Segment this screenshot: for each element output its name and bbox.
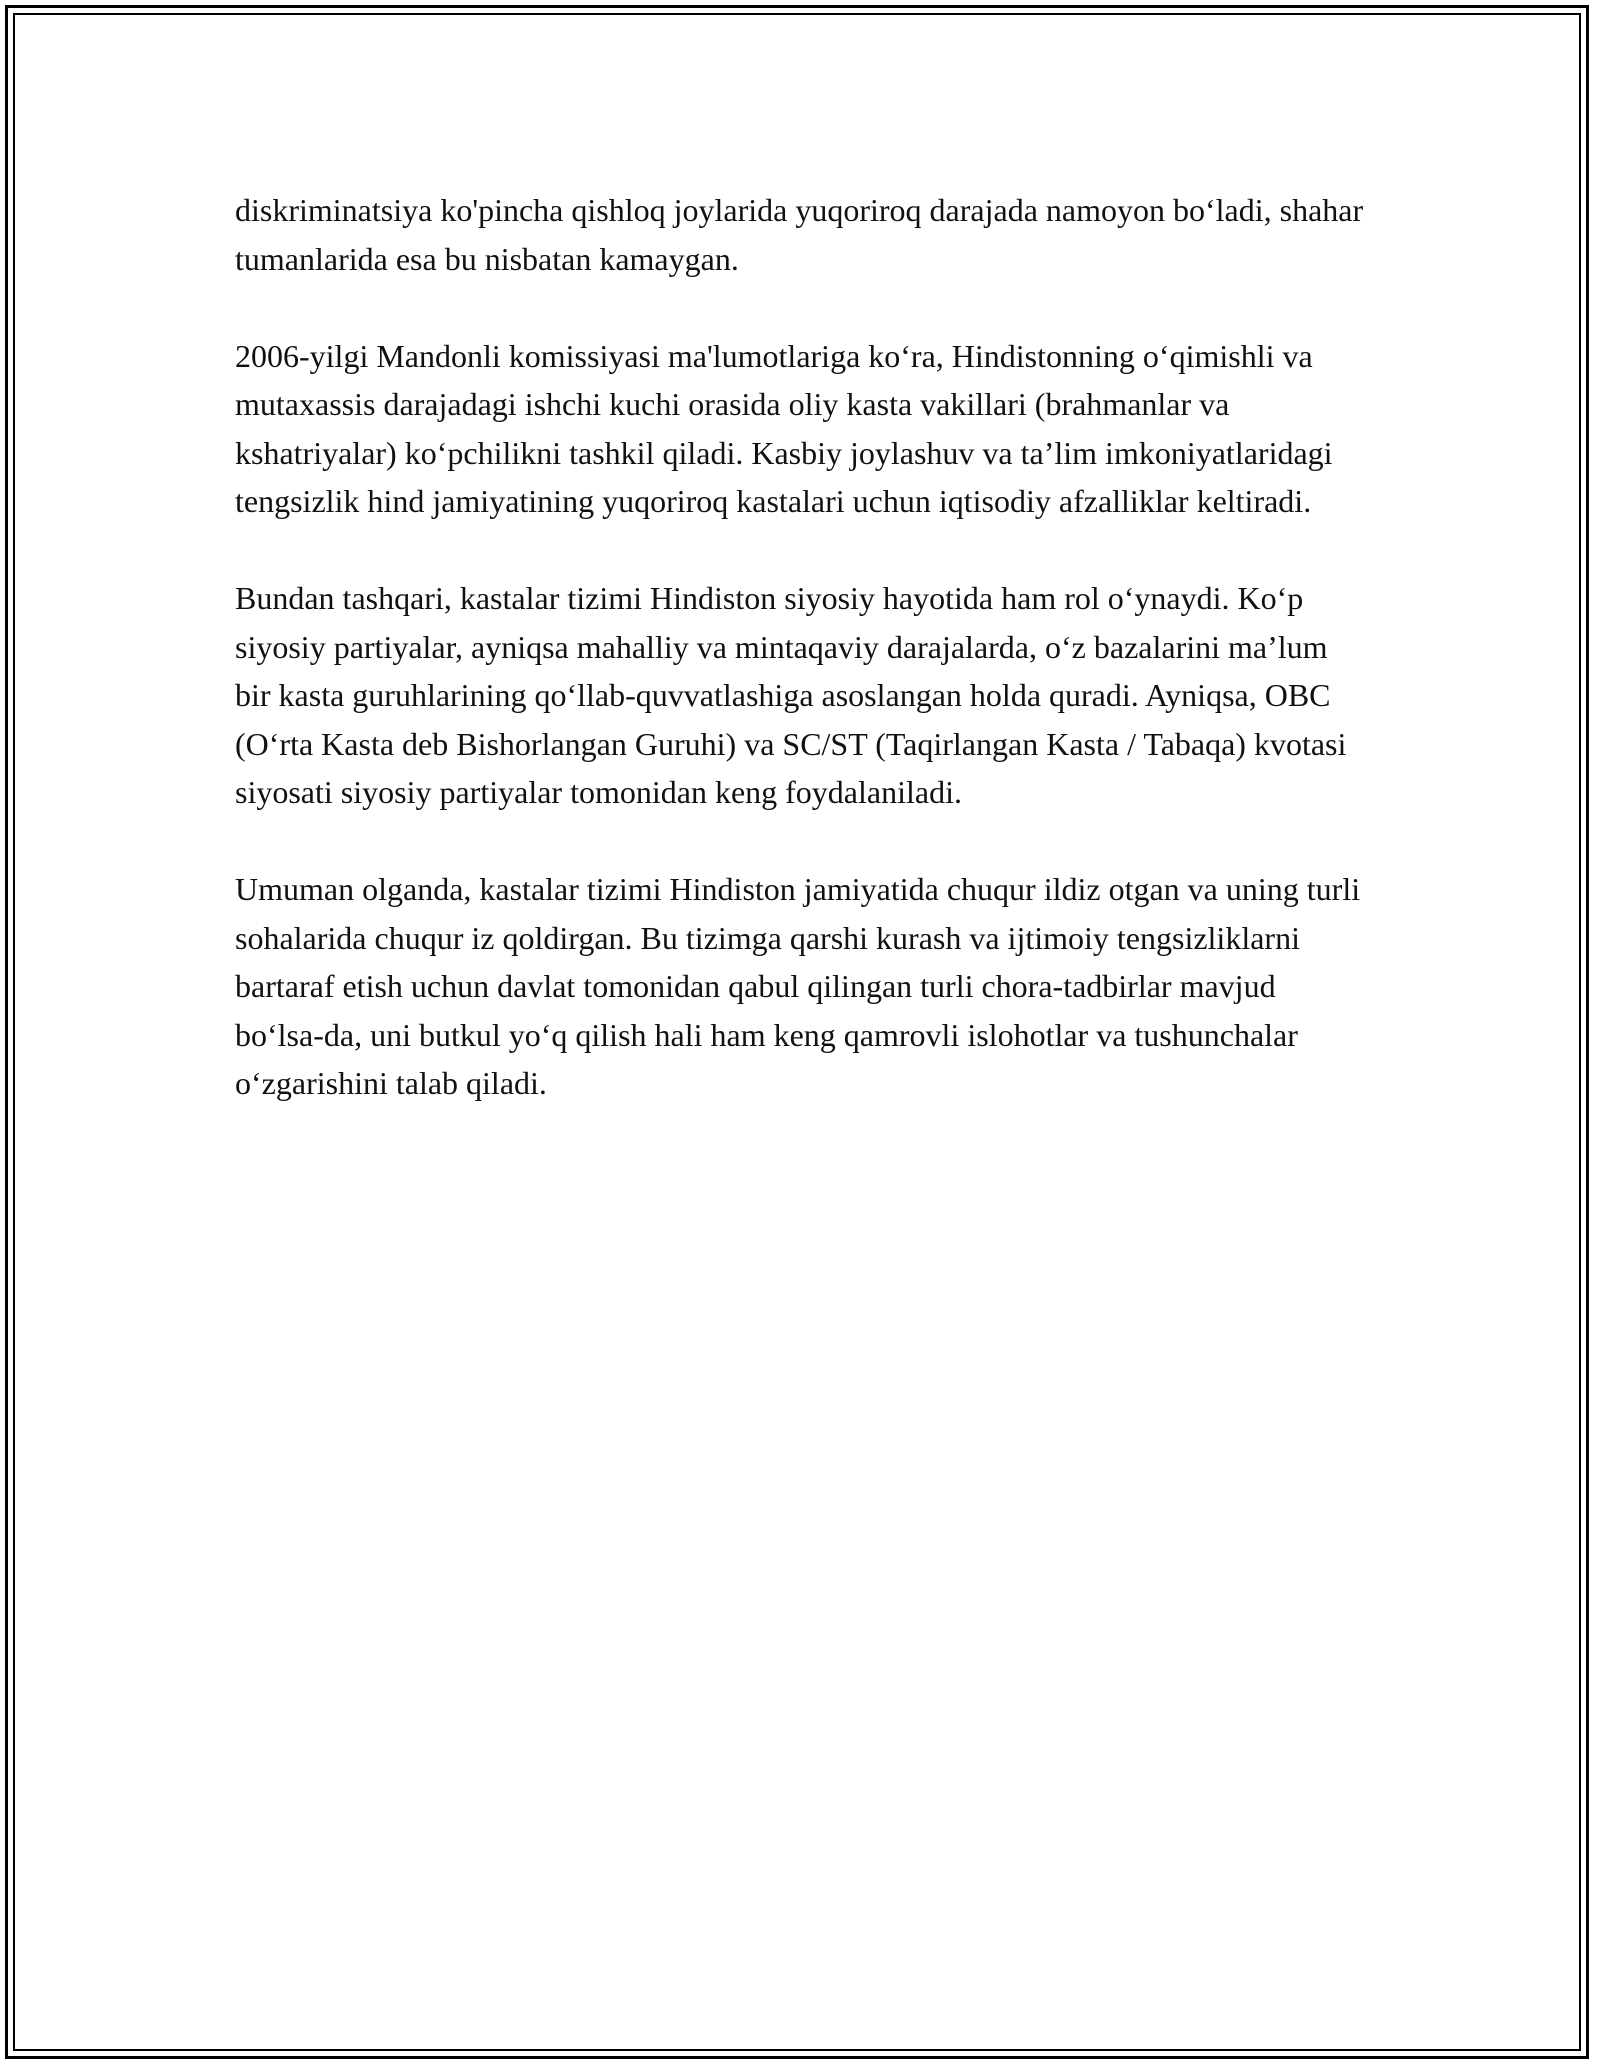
document-body [235,186,1370,1156]
paragraph-4: Umuman olganda, kastalar tizimi Hindiston jamiyatida chuqur ildiz otgan va uning turli sohalarida chuqur iz qoldirgan. Bu tizimga qarshi kurash va ijtimoiy tengsizliklarni bartaraf etish uchun davlat tomonidan qabul qilingan turli chora-tadbirlar mavjud bo‘lsa-da, uni butkul yo‘q qilish hali ham keng qamrovli islohotlar va tushunchalar o‘zgarishini talab qiladi. [235,871,1361,1101]
paragraph-2: 2006-yilgi Mandonli komissiyasi ma'lumotlariga ko‘ra, Hindistonning o‘qimishli va mutaxassis darajadagi ishchi kuchi orasida oliy kasta vakillari (brahmanlar va kshatriyalar) ko‘pchilikni tashkil qiladi. Kasbiy joylashuv va ta’lim imkoniyatlaridagi tengsizlik hind jamiyatining yuqoriroq kastalari uchun iqtisodiy afzalliklar keltiradi. [235,337,1333,519]
paragraph-3: Bundan tashqari, kastalar tizimi Hindiston siyosiy hayotida ham rol o‘ynaydi. Ko‘p siyosiy partiyalar, ayniqsa mahalliy va mintaqaviy darajalarda, o‘z bazalarini ma’lum bir kasta guruhlarining qo‘llab-quvvatlashiga asoslangan holda quradi. Ayniqsa, OBC (O‘rta Kasta deb Bishorlangan Guruhi) va SC/ST (Taqirlangan Kasta / Tabaqa) kvotasi siyosati siyosiy partiyalar tomonidan keng foydalaniladi. [235,580,1347,810]
paragraph-1: diskriminatsiya ko'pincha qishloq joylarida yuqoriroq darajada namoyon bo‘ladi, shahar tumanlarida esa bu nisbatan kamaygan. [235,192,1364,277]
